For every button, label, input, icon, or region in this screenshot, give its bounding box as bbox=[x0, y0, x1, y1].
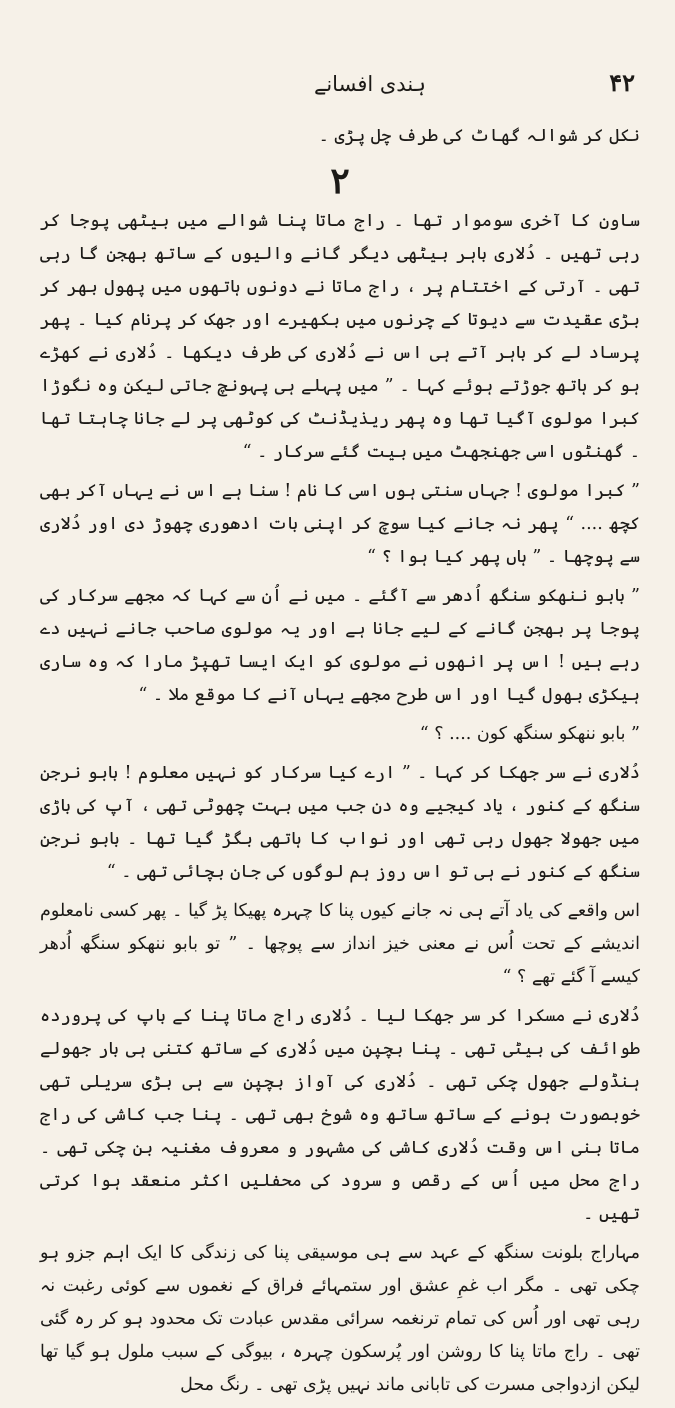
paragraph: اس واقعے کی یاد آتے ہی نہ جانے کیوں پنا کا چہرہ پھیکا پڑ گیا ۔ پھر کسی نامعلوم اندیشے کے تحت اُس نے معنی خیز انداز سے پوچھا ۔ ” تو بابو ننھکو سنگھ اُدھر کیسے آ گئے تھے ؟ “ bbox=[40, 901, 640, 987]
paragraph: ” بابو ننھکو سنگھ اُدھر سے آگئے ۔ میں نے اُن سے کہا کہ مجھے سرکار کی پوجا پر بھجن گانے کے لیے جانا ہے اور یہ مولوی صاحب جانے نہیں دے رہے ہیں ! اس پر انھوں نے مولوی کو ایک ایسا تھپڑ مارا کہ وہ ساری ہیکڑی بھول گیا اور اس طرح مجھے یہاں آنے کا موقع ملا ۔ “ bbox=[40, 586, 640, 705]
paragraph: ” کبرا مولوی ! جہاں سنتی ہوں اسی کا نام ! سنا ہے اس نے یہاں آکر بھی کچھ .... “ پھر نہ جانے کیا سوچ کر اپنی بات ادھوری چھوڑ دی اور دُلاری سے پوچھا ۔ ” ہاں پھر کیا ہوا ؟ “ bbox=[40, 481, 640, 567]
paragraph: ساون کا آخری سوموار تھا ۔ راج ماتا پنا شوالے میں بیٹھی پوجا کر رہی تھیں ۔ دُلاری باہر بیٹھی دیگر گانے والیوں کے ساتھ بھجن گا رہی تھی ۔ آرتی کے اختتام پر ، راج ماتا نے دونوں ہاتھوں میں پھول بھر کر بڑی عقیدت سے دیوتا کے چرنوں میں بکھیرے اور جھک کر پرنام کیا ۔ پھر پرساد لے کر باہر آتے ہی اس نے دُلاری کی طرف دیکھا ۔ دُلاری نے کھڑے ہو کر ہاتھ جوڑتے ہوئے کہا ۔ ” میں پہلے ہی پہونچ جاتی لیکن وہ نگوڑا کبرا مولوی آگیا تھا وہ پھر ریذیڈنٹ کی کوٹھی پر لے جانا چاہتا تھا ۔ گھنٹوں اسی جھنجھٹ میں بیت گئے سرکار ۔ “ bbox=[40, 211, 640, 462]
paragraph: ” بابو ننھکو سنگھ کون .... ؟ “ bbox=[419, 724, 640, 744]
page-number: ۴۲ bbox=[609, 68, 635, 97]
opening-line: نکل کر شوالہ گھاٹ کی طرف چل پڑی ۔ bbox=[318, 126, 640, 146]
running-title: ہندی افسانے bbox=[314, 72, 426, 96]
page-header bbox=[60, 68, 635, 108]
section-number: ۲ bbox=[330, 160, 350, 202]
paragraph: دُلاری نے مسکرا کر سر جھکا لیا ۔ دُلاری راج ماتا پنا کے باپ کی پروردہ طوائف کی بیٹی تھی ۔ پنا بچپن میں دُلاری کے ساتھ کتنی ہی بار جھولے ہنڈولے جھول چکی تھی ۔ دُلاری کی آواز بچپن سے ہی بڑی سریلی تھی خوبصورت ہونے کے ساتھ ساتھ وہ شوخ بھی تھی ۔ پنا جب کاشی کی راج ماتا بنی اس وقت دُلاری کاشی کی مشہور و معروف مغنیہ بن چکی تھی ۔ راج محل میں اُس کے رقص و سرود کی محفلیں اکثر منعقد ہوا کرتی تھیں ۔ bbox=[40, 1006, 640, 1224]
paragraph: مہاراج بلونت سنگھ کے عہد سے ہی موسیقی پنا کی زندگی کا ایک اہم جزو ہو چکی تھی ۔ مگر اب غمِ عشق اور ستمہائے فراق کے نغموں سے کوئی رغبت نہ رہی تھی اور اُس کی تمام ترنغمہ سرائی مقدس عبادت تک محدود ہو کر رہ گئی تھی ۔ راج ماتا پنا کا روشن اور پُرسکون چہرہ ، بیوگی کے سبب ملول ہو گیا تھا لیکن ازدواجی مسرت کی تابانی ماند نہیں پڑی تھی ۔ رنگ محل bbox=[40, 1243, 640, 1395]
paragraph: دُلاری نے سر جھکا کر کہا ۔ ” ارے کیا سرکار کو نہیں معلوم ! بابو نرجن سنگھ کے کنور ، یاد کیجیے وہ دن جب میں بہت چھوٹی تھی ، آپ کی باڑی میں جھولا جھول رہی تھی اور نواب کا ہاتھی بگڑ گیا تھا ۔ بابو نرجن سنگھ کے کنور نے ہی تو اس روز ہم لوگوں کی جان بچائی تھی ۔ “ bbox=[40, 763, 640, 882]
page-body bbox=[40, 120, 640, 1408]
